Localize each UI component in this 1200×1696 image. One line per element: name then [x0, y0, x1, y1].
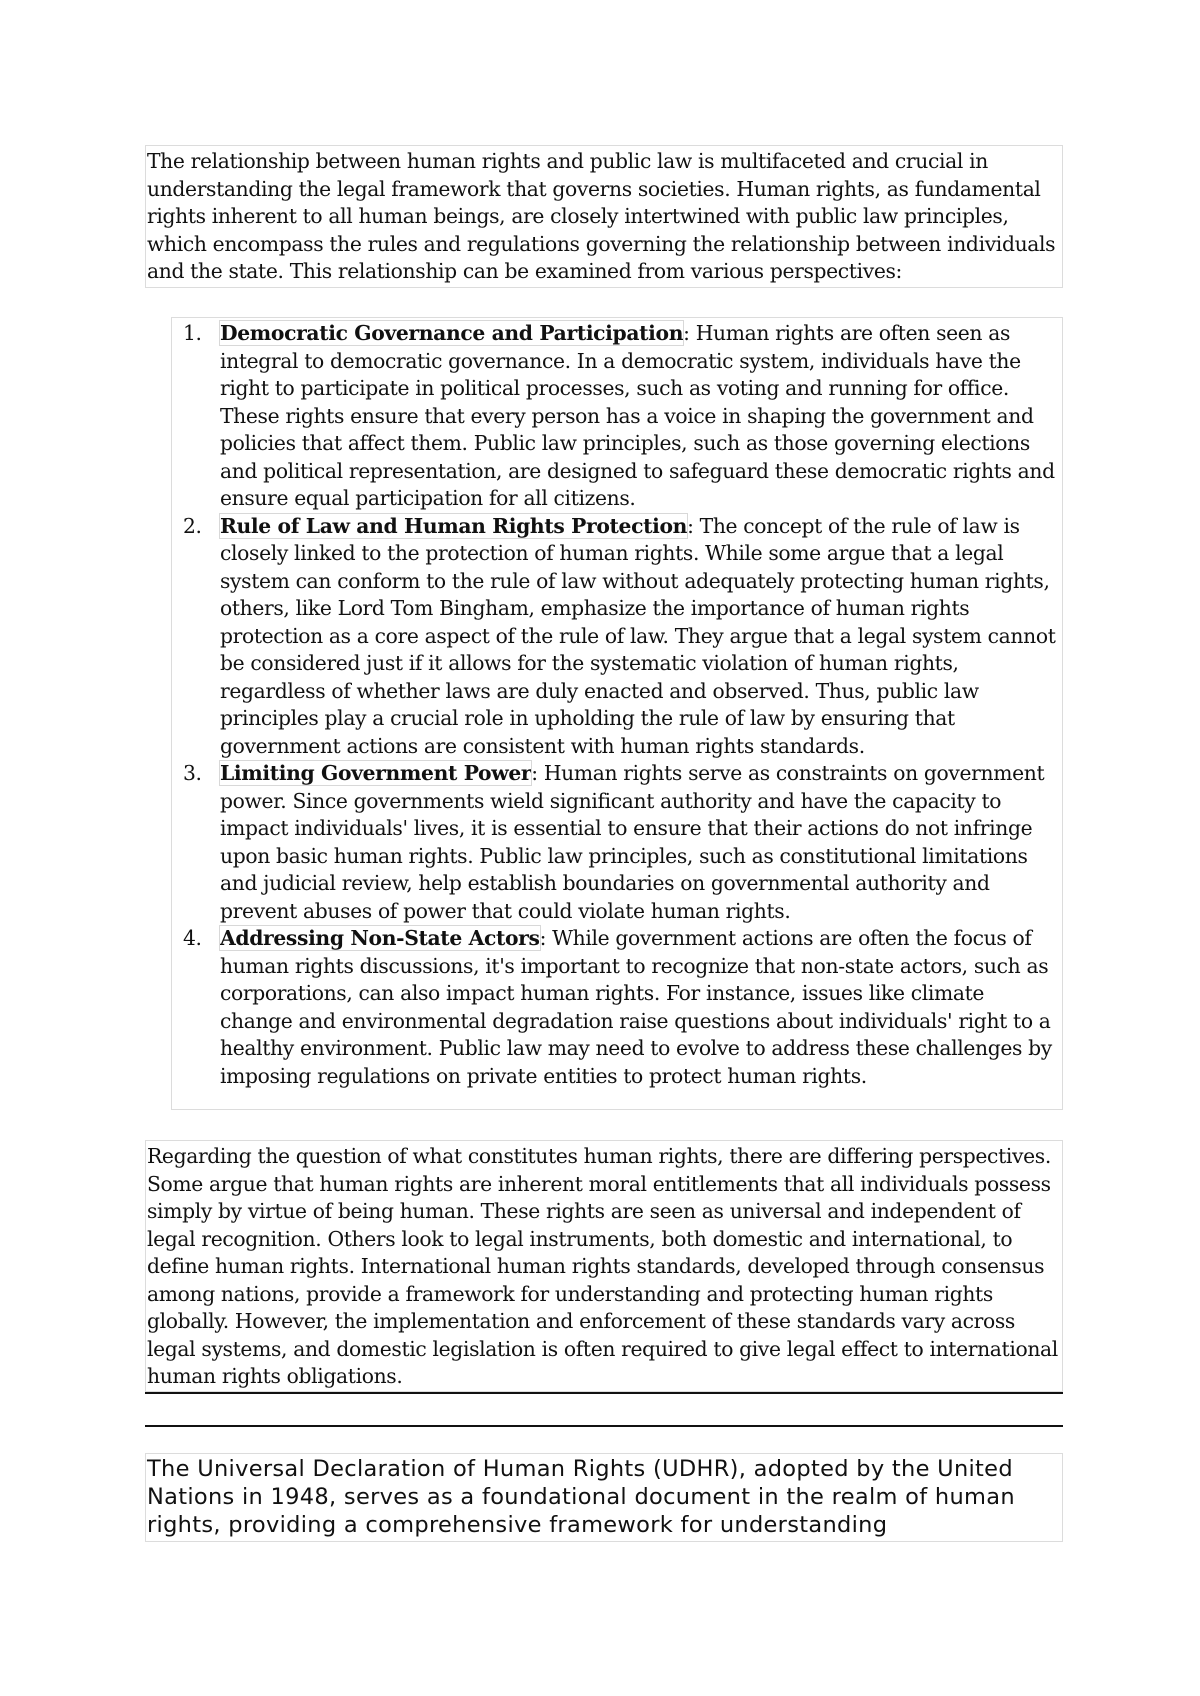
udhr-paragraph [145, 1453, 1063, 1542]
list-item-text: : The concept of the rule of law is closely linked to the protection of human rights. While some argue that a legal system can conform to the rule of law without adequately protecting human rights, others, like Lord Tom Bingham, emphasize the importance of human rights protection as a core aspect of the rule of law. They argue that a legal system cannot be considered just if it allows for the systematic violation of human rights, regardless of whether laws are duly enacted and observed. Thus, public law principles play a crucial role in upholding the rule of law by ensuring that government actions are consistent with human rights standards. [220, 513, 1056, 758]
list-item-number: 1. [183, 321, 202, 345]
list-item [172, 513, 1058, 761]
definition-paragraph [145, 1140, 1063, 1392]
list-item [172, 925, 1058, 1090]
intro-text: The relationship between human rights and public law is multifaceted and crucial in understanding the legal framework that governs societies. Human rights, as fundamental rights inherent to all human beings, are closely intertwined with public law principles, which encompass the rules and regulations governing the relationship between individuals and the state. This relationship can be examined from various perspectives: [147, 149, 1056, 283]
horizontal-rule [145, 1392, 1063, 1394]
udhr-text: The Universal Declaration of Human Rights (UDHR), adopted by the United Nations in 1948, serves as a foundational document in the realm of human rights, providing a comprehensive framework for understanding [147, 1456, 1015, 1538]
list-item-text: : Human rights serve as constraints on government power. Since governments wield significant authority and have the capacity to impact individuals' lives, it is essential to ensure that their actions do not infringe upon basic human rights. Public law principles, such as constitutional limitations and judicial review, help establish boundaries on governmental authority and prevent abuses of power that could violate human rights. [220, 761, 1045, 923]
horizontal-rule [145, 1425, 1063, 1427]
list-item-term: Limiting Government Power [220, 761, 532, 785]
list-item-text: : While government actions are often the focus of human rights discussions, it's important to recognize that non-state actors, such as corporations, can also impact human rights. For instance, issues like climate change and environmental degradation raise questions about individuals' right to a healthy environment. Public law may need to evolve to address these challenges by imposing regulations on private entities to protect human rights. [220, 926, 1052, 1088]
list-item-text: : Human rights are often seen as integral to democratic governance. In a democratic system, individuals have the right to participate in political processes, such as voting and running for office. These rights ensure that every person has a voice in shaping the government and policies that affect them. Public law principles, such as those governing elections and political representation, are designed to safeguard these democratic rights and ensure equal participation for all citizens. [220, 321, 1055, 510]
list-item-term: Democratic Governance and Participation [220, 321, 684, 345]
list-item-number: 2. [183, 513, 202, 538]
list-item-number: 3. [183, 761, 202, 785]
list-item [172, 320, 1058, 513]
list-item [172, 760, 1058, 925]
definition-text: Regarding the question of what constitutes human rights, there are differing perspectives. Some argue that human rights are inherent moral entitlements that all individuals possess simply by virtue of being human. These rights are seen as universal and independent of legal recognition. Others look to legal instruments, both domestic and international, to define human rights. International human rights standards, developed through consensus among nations, provide a framework for understanding and protecting human rights globally. However, the implementation and enforcement of these standards vary across legal systems, and domestic legislation is often required to give legal effect to international human rights obligations. [147, 1144, 1058, 1388]
list-item-number: 4. [183, 926, 202, 950]
list-item-term: Rule of Law and Human Rights Protection [220, 513, 688, 538]
perspectives-list [171, 317, 1063, 1110]
intro-paragraph [145, 145, 1063, 288]
list-item-term: Addressing Non-State Actors [220, 926, 540, 950]
